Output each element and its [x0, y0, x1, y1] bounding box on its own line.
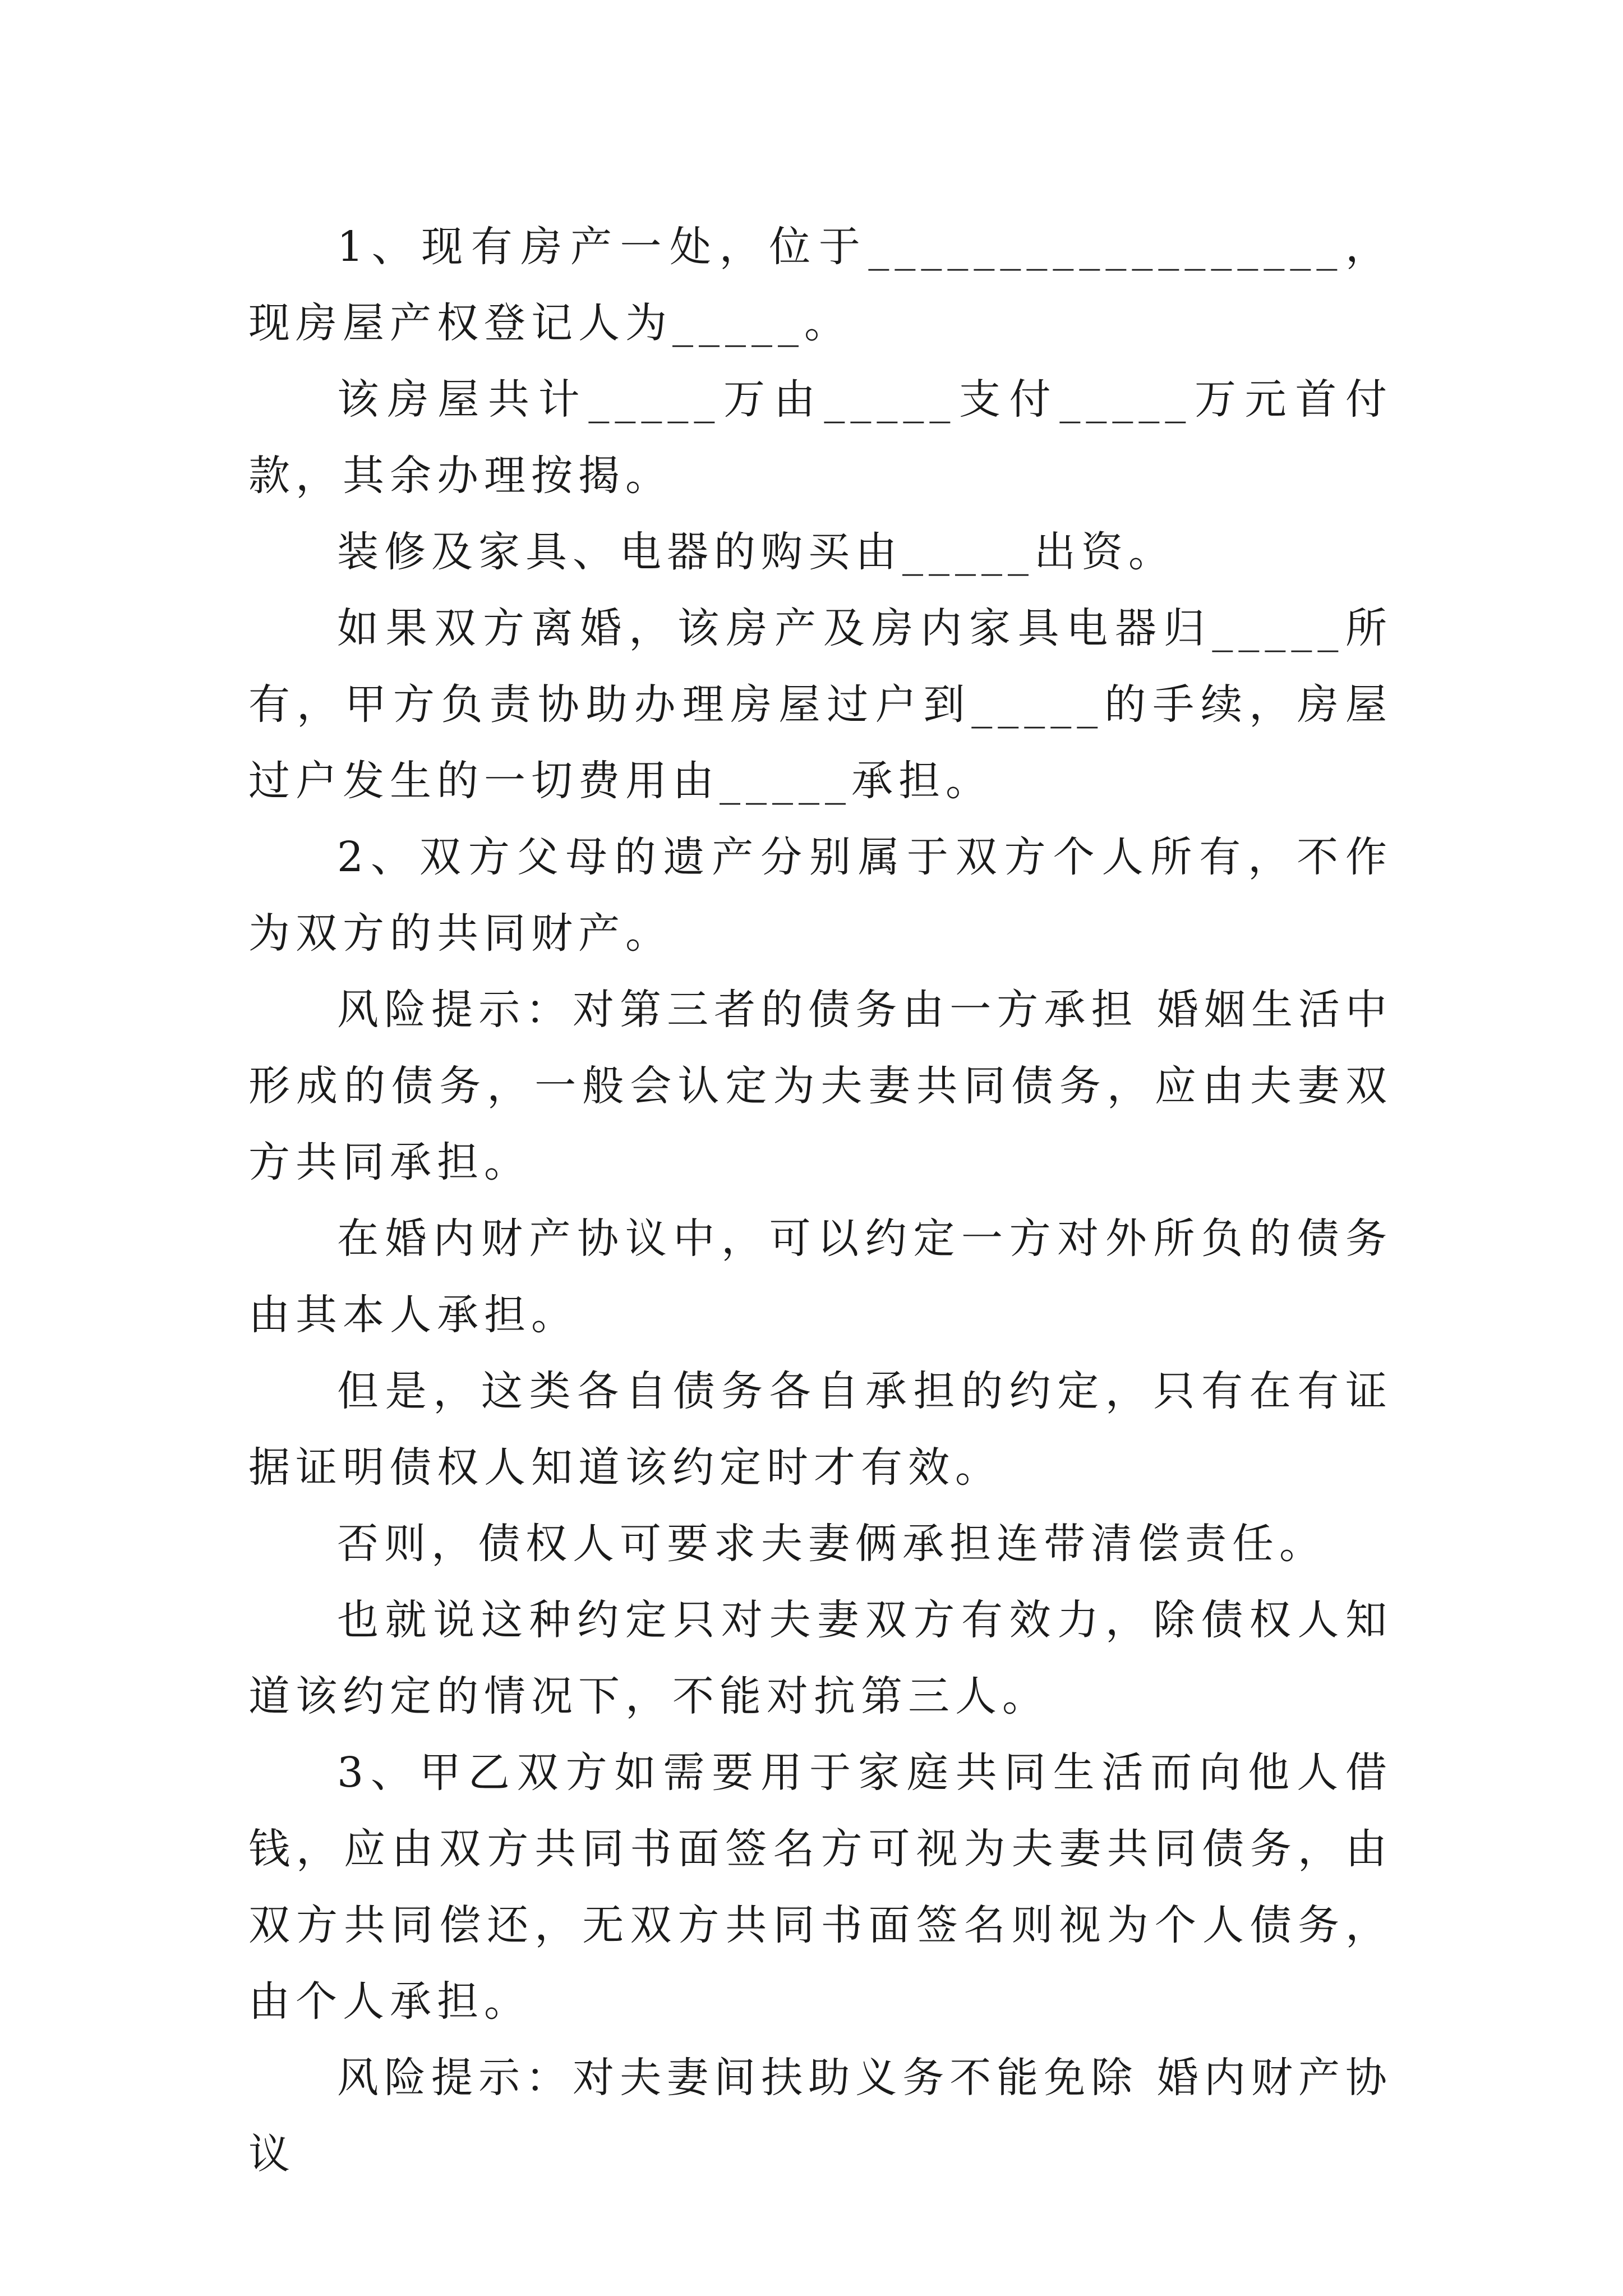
paragraph-joint-liability: 否则，债权人可要求夫妻俩承担连带清偿责任。	[337, 1520, 1326, 1568]
paragraph-divorce-ownership: 如果双方离婚，该房产及房内家具电器归_____所有，甲方负责协助办理房屋过户到_____的手续，房屋过户发生的一切费用由_____承担。	[248, 604, 1393, 805]
paragraph-risk-support-duty: 风险提示：对夫妻间扶助义务不能免除 婚内财产协议	[248, 2054, 1393, 2178]
paragraph-inheritance: 2、双方父母的遗产分别属于双方个人所有，不作为双方的共同财产。	[248, 833, 1393, 958]
paragraph-house-payment: 该房屋共计_____万由_____支付_____万元首付款，其余办理按揭。	[248, 375, 1393, 500]
paragraph-risk-third-party-debt: 风险提示：对第三者的债务由一方承担 婚姻生活中形成的债务，一般会认定为夫妻共同债务，应由夫妻双方共同承担。	[248, 986, 1393, 1186]
paragraph-borrowing: 3、甲乙双方如需要用于家庭共同生活而向他人借钱，应由双方共同书面签名方可视为夫妻共同债务，由双方共同偿还，无双方共同书面签名则视为个人债务，由个人承担。	[248, 1749, 1393, 2026]
paragraph-effect-limit: 也就说这种约定只对夫妻双方有效力，除债权人知道该约定的情况下，不能对抗第三人。	[248, 1596, 1393, 1720]
paragraph-creditor-knowledge: 但是，这类各自债务各自承担的约定，只有在有证据证明债权人知道该约定时才有效。	[248, 1367, 1393, 1492]
paragraph-house-location: 1、现有房产一处，位于__________________，现房屋产权登记人为_____。	[248, 223, 1393, 347]
paragraph-decoration: 装修及家具、电器的购买由_____出资。	[337, 528, 1175, 576]
paragraph-agreement-debt: 在婚内财产协议中，可以约定一方对外所负的债务由其本人承担。	[248, 1214, 1393, 1339]
document-body	[248, 209, 1393, 2192]
